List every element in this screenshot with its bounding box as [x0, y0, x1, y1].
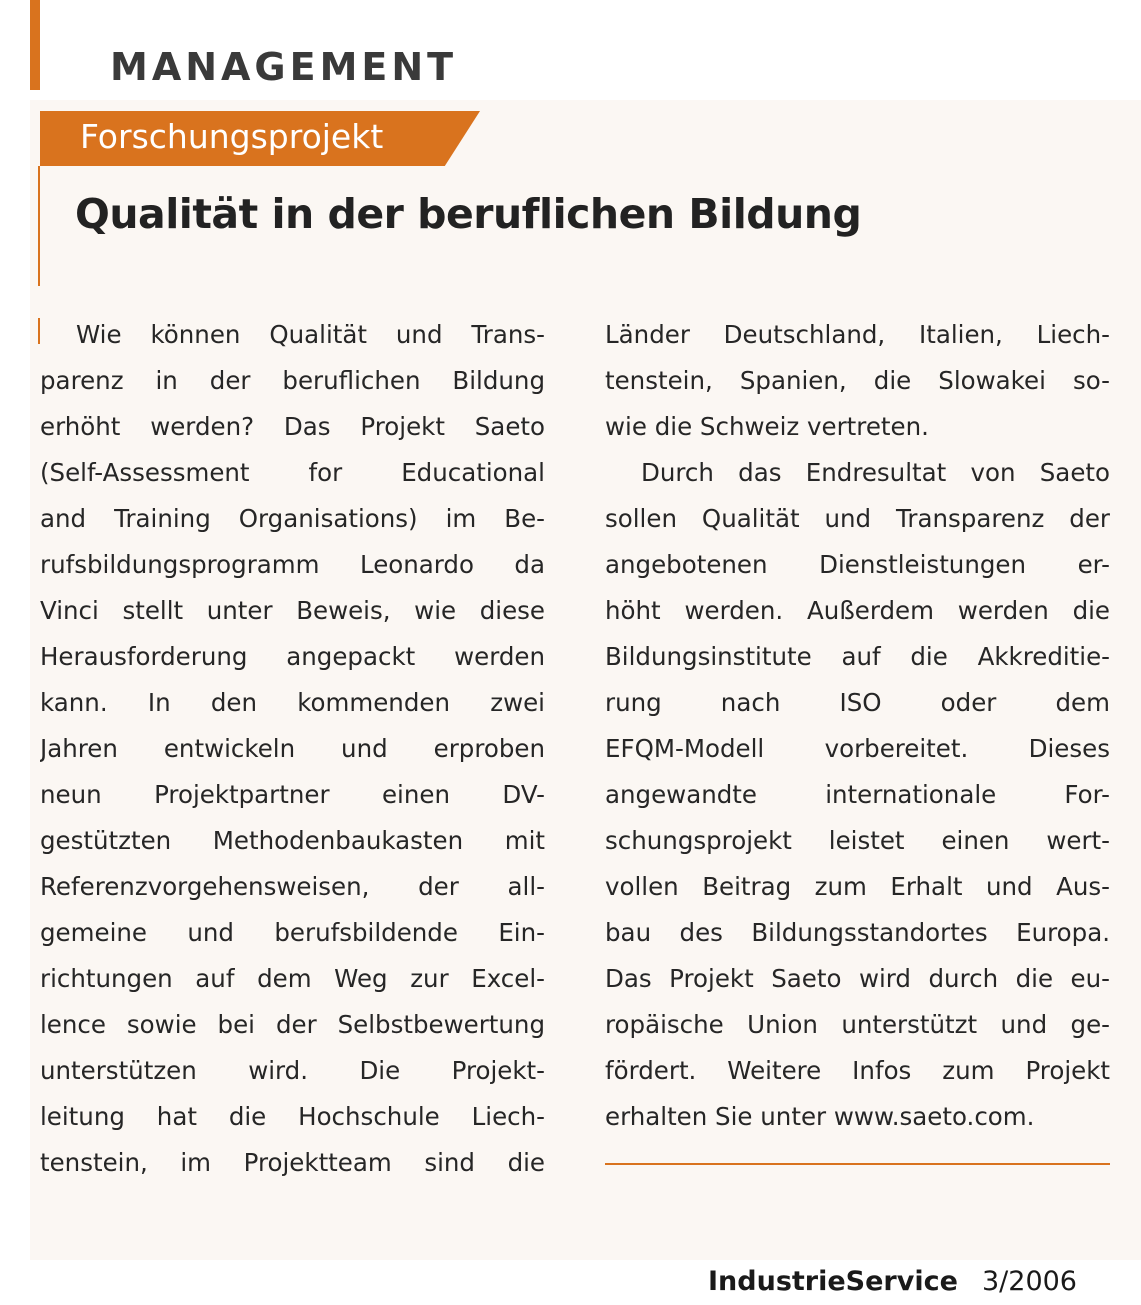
text-line: angewandte internationale For- — [605, 780, 1110, 809]
text-line: angebotenen Dienstleistungen er- — [605, 550, 1110, 579]
text-line: Durch das Endresultat von Saeto — [641, 458, 1110, 487]
text-line: Herausforderung angepackt werden — [40, 642, 545, 671]
text-line: Bildungsinstitute auf die Akkreditie- — [605, 642, 1110, 671]
text-line: sollen Qualität und Transparenz der — [605, 504, 1110, 533]
text-line: vollen Beitrag zum Erhalt und Aus- — [605, 872, 1110, 901]
text-line: rufsbildungsprogramm Leonardo da — [40, 550, 545, 579]
text-line: richtungen auf dem Weg zur Excel- — [40, 964, 545, 993]
right-column — [605, 312, 1110, 1140]
text-line: parenz in der beruflichen Bildung — [40, 366, 545, 395]
section-label: MANAGEMENT — [110, 45, 458, 89]
magazine-name: IndustrieService — [708, 1266, 958, 1297]
text-line: tenstein, im Projektteam sind die — [40, 1148, 545, 1177]
section-accent-bar — [30, 0, 40, 90]
text-line: rung nach ISO oder dem — [605, 688, 1110, 717]
text-line: gemeine und berufsbildende Ein- — [40, 918, 545, 947]
rubric-label: Forschungsprojekt — [80, 117, 384, 156]
text-line: schungsprojekt leistet einen wert- — [605, 826, 1110, 855]
issue-number: 3/2006 — [982, 1266, 1077, 1297]
text-line: wie die Schweiz vertreten. — [605, 412, 929, 441]
text-line: Referenzvorgehensweisen, der all- — [40, 872, 545, 901]
article-end-rule — [605, 1163, 1110, 1165]
text-line: Das Projekt Saeto wird durch die eu- — [605, 964, 1110, 993]
text-line: Vinci stellt unter Beweis, wie diese — [40, 596, 545, 625]
left-column — [40, 312, 545, 1186]
text-line: erhalten Sie unter www.saeto.com. — [605, 1102, 1035, 1131]
accent-rule-vertical-top — [38, 166, 40, 286]
text-line: Jahren entwickeln und erproben — [40, 734, 545, 763]
text-line: neun Projektpartner einen DV- — [40, 780, 545, 809]
text-line: and Training Organisations) im Be- — [40, 504, 545, 533]
text-line: leitung hat die Hochschule Liech- — [40, 1102, 545, 1131]
article-headline: Qualität in der beruflichen Bildung — [75, 190, 862, 238]
text-line: EFQM-Modell vorbereitet. Dieses — [605, 734, 1110, 763]
text-line: lence sowie bei der Selbstbewertung — [40, 1010, 545, 1039]
text-line: höht werden. Außerdem werden die — [605, 596, 1110, 625]
text-line: fördert. Weitere Infos zum Projekt — [605, 1056, 1110, 1085]
text-line: (Self-Assessment for Educational — [40, 458, 545, 487]
text-line: kann. In den kommenden zwei — [40, 688, 545, 717]
text-line: Wie können Qualität und Trans- — [76, 320, 545, 349]
text-line: tenstein, Spanien, die Slowakei so- — [605, 366, 1110, 395]
text-line: gestützten Methodenbaukasten mit — [40, 826, 545, 855]
text-line: ropäische Union unterstützt und ge- — [605, 1010, 1110, 1039]
text-line: erhöht werden? Das Projekt Saeto — [40, 412, 545, 441]
text-line: Länder Deutschland, Italien, Liech- — [605, 320, 1110, 349]
text-line: unterstützen wird. Die Projekt- — [40, 1056, 545, 1085]
text-line: bau des Bildungsstandortes Europa. — [605, 918, 1110, 947]
